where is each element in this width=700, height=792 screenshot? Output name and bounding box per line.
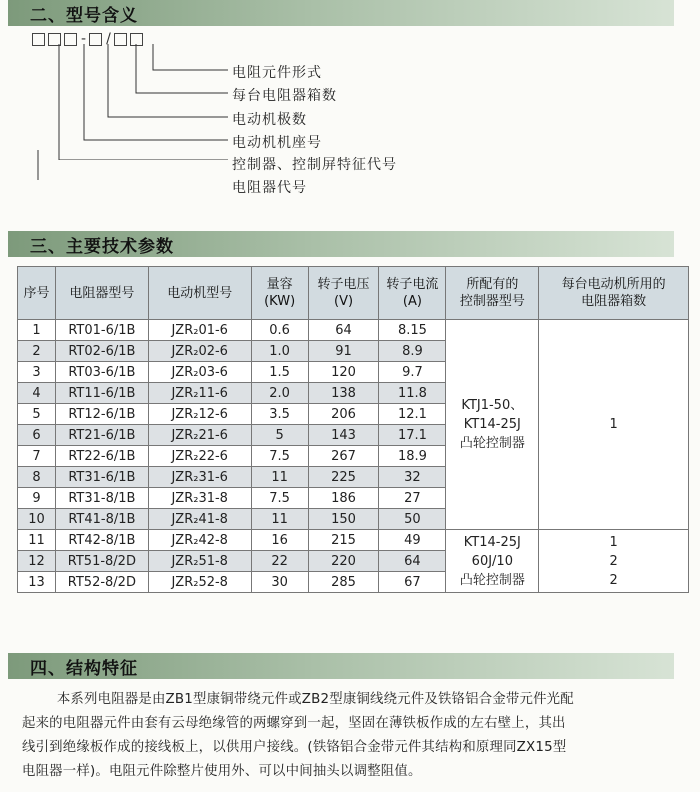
table-row	[18, 530, 689, 551]
cell-rotor-voltage: 285	[308, 572, 379, 593]
cell-capacity: 0.6	[251, 320, 308, 341]
cell-seq: 7	[18, 446, 56, 467]
legend-motor-poles: 电动机极数	[232, 112, 307, 128]
cell-motor-model: JZR₂03-6	[148, 362, 251, 383]
model-code-leader-line-last	[0, 150, 240, 180]
cell-capacity: 7.5	[251, 488, 308, 509]
header-controller: 所配有的 控制器型号	[446, 267, 539, 320]
cell-resistor-model: RT22-6/1B	[55, 446, 148, 467]
cell-motor-model: JZR₂31-6	[148, 467, 251, 488]
cell-rotor-current: 27	[379, 488, 446, 509]
cell-resistor-model: RT21-6/1B	[55, 425, 148, 446]
cell-motor-model: JZR₂42-8	[148, 530, 251, 551]
cell-capacity: 11	[251, 509, 308, 530]
cell-rotor-current: 50	[379, 509, 446, 530]
cell-rotor-current: 64	[379, 551, 446, 572]
cell-rotor-current: 8.9	[379, 341, 446, 362]
cell-motor-model: JZR₂51-8	[148, 551, 251, 572]
code-dash: -	[81, 31, 87, 47]
cell-rotor-voltage: 64	[308, 320, 379, 341]
cell-rotor-voltage: 215	[308, 530, 379, 551]
section-title: 四、结构特征	[30, 658, 138, 679]
cell-seq: 6	[18, 425, 56, 446]
cell-rotor-voltage: 138	[308, 383, 379, 404]
cell-rotor-current: 67	[379, 572, 446, 593]
code-slash: /	[106, 31, 111, 47]
cell-capacity: 5	[251, 425, 308, 446]
cell-motor-model: JZR₂12-6	[148, 404, 251, 425]
cell-resistor-model: RT03-6/1B	[55, 362, 148, 383]
cell-rotor-current: 8.15	[379, 320, 446, 341]
cell-motor-model: JZR₂31-8	[148, 488, 251, 509]
tech-params-table	[17, 266, 689, 593]
cell-capacity: 2.0	[251, 383, 308, 404]
cell-motor-model: JZR₂01-6	[148, 320, 251, 341]
cell-seq: 3	[18, 362, 56, 383]
cell-rotor-current: 17.1	[379, 425, 446, 446]
cell-resistor-model: RT42-8/1B	[55, 530, 148, 551]
cell-resistor-model: RT11-6/1B	[55, 383, 148, 404]
cell-rotor-current: 18.9	[379, 446, 446, 467]
cell-resistor-model: RT41-8/1B	[55, 509, 148, 530]
cell-seq: 5	[18, 404, 56, 425]
cell-controller-group-1: KTJ1-50、 KT14-25J 凸轮控制器	[446, 320, 539, 530]
cell-resistor-model: RT51-8/2D	[55, 551, 148, 572]
legend-controller-code: 控制器、控制屏特征代号	[232, 157, 397, 173]
legend-boxes-per-unit: 每台电阻器箱数	[232, 88, 337, 104]
section-header-structure	[8, 653, 674, 679]
cell-capacity: 1.5	[251, 362, 308, 383]
cell-capacity: 22	[251, 551, 308, 572]
section-title: 二、型号含义	[30, 5, 138, 26]
cell-capacity: 11	[251, 467, 308, 488]
paragraph-line: 电阻器一样)。电阻元件除整片使用外、可以中间抽头以调整阻值。	[22, 764, 422, 779]
cell-motor-model: JZR₂22-6	[148, 446, 251, 467]
cell-motor-model: JZR₂11-6	[148, 383, 251, 404]
cell-resistor-model: RT02-6/1B	[55, 341, 148, 362]
cell-capacity: 7.5	[251, 446, 308, 467]
cell-seq: 1	[18, 320, 56, 341]
cell-rotor-current: 11.8	[379, 383, 446, 404]
cell-rotor-current: 32	[379, 467, 446, 488]
section-title: 三、主要技术参数	[30, 236, 174, 257]
header-seq: 序号	[18, 267, 56, 320]
cell-motor-model: JZR₂52-8	[148, 572, 251, 593]
cell-boxes-group-1: 1	[539, 320, 689, 530]
cell-resistor-model: RT52-8/2D	[55, 572, 148, 593]
cell-rotor-voltage: 206	[308, 404, 379, 425]
table-row	[18, 320, 689, 341]
cell-rotor-voltage: 225	[308, 467, 379, 488]
cell-seq: 11	[18, 530, 56, 551]
legend-resistor-code: 电阻器代号	[232, 180, 307, 196]
header-motor-model: 电动机型号	[148, 267, 251, 320]
cell-motor-model: JZR₂41-8	[148, 509, 251, 530]
legend-motor-frame: 电动机机座号	[232, 135, 322, 151]
cell-seq: 12	[18, 551, 56, 572]
model-code-leader-lines	[0, 0, 240, 160]
cell-capacity: 1.0	[251, 341, 308, 362]
cell-resistor-model: RT31-8/1B	[55, 488, 148, 509]
header-rotor-current: 转子电流 (A)	[379, 267, 446, 320]
cell-rotor-voltage: 220	[308, 551, 379, 572]
cell-seq: 9	[18, 488, 56, 509]
cell-rotor-voltage: 120	[308, 362, 379, 383]
cell-seq: 13	[18, 572, 56, 593]
cell-controller-group-2: KT14-25J 60J/10 凸轮控制器	[446, 530, 539, 593]
cell-rotor-voltage: 143	[308, 425, 379, 446]
cell-rotor-current: 49	[379, 530, 446, 551]
cell-rotor-current: 9.7	[379, 362, 446, 383]
structure-paragraph	[22, 688, 682, 784]
cell-resistor-model: RT31-6/1B	[55, 467, 148, 488]
paragraph-line: 线引到绝缘板作成的接线板上，以供用户接线。(铁铬铝合金带元件其结构和原理同ZX15型	[22, 740, 567, 755]
header-rotor-voltage: 转子电压 (V)	[308, 267, 379, 320]
cell-capacity: 3.5	[251, 404, 308, 425]
paragraph-line: 本系列电阻器是由ZB1型康铜带绕元件或ZB2型康铜线绕元件及铁铬铝合金带元件光配	[56, 692, 574, 707]
cell-rotor-voltage: 267	[308, 446, 379, 467]
cell-seq: 10	[18, 509, 56, 530]
cell-rotor-voltage: 186	[308, 488, 379, 509]
cell-seq: 8	[18, 467, 56, 488]
cell-rotor-voltage: 150	[308, 509, 379, 530]
cell-resistor-model: RT12-6/1B	[55, 404, 148, 425]
cell-rotor-current: 12.1	[379, 404, 446, 425]
cell-motor-model: JZR₂02-6	[148, 341, 251, 362]
legend-element-form: 电阻元件形式	[232, 65, 322, 81]
cell-motor-model: JZR₂21-6	[148, 425, 251, 446]
header-resistor-model: 电阻器型号	[55, 267, 148, 320]
cell-capacity: 16	[251, 530, 308, 551]
cell-resistor-model: RT01-6/1B	[55, 320, 148, 341]
cell-capacity: 30	[251, 572, 308, 593]
table-header-row	[18, 267, 689, 320]
cell-seq: 2	[18, 341, 56, 362]
paragraph-line: 起来的电阻器元件由套有云母绝缘管的两螺穿到一起，坚固在薄铁板作成的左右壁上，其出	[22, 716, 566, 731]
header-capacity: 量容 (KW)	[251, 267, 308, 320]
header-boxes: 每台电动机所用的 电阻器箱数	[539, 267, 689, 320]
cell-boxes-group-2: 1 2 2	[539, 530, 689, 593]
cell-rotor-voltage: 91	[308, 341, 379, 362]
cell-seq: 4	[18, 383, 56, 404]
section-header-tech-params	[8, 231, 674, 257]
